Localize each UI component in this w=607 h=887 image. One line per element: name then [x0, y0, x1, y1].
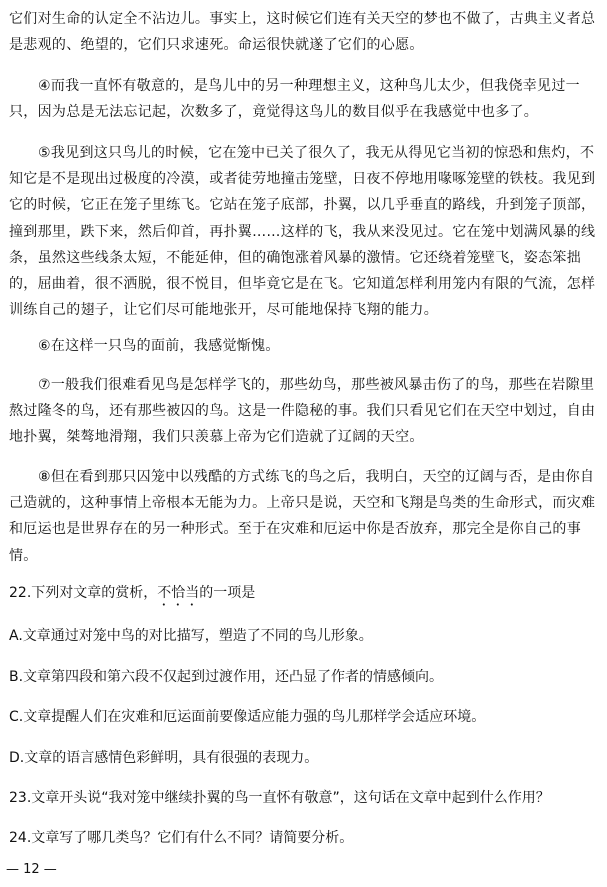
- paragraph-6: ⑥在这样一只鸟的面前，我感觉惭愧。: [38, 338, 280, 354]
- paragraph-3-tail: 它们对生命的认定全不沾边儿。事实上，这时候它们连有关天空的梦也不做了，古典主义者总是悲观的、绝望的，它们只求速死。命运很快就遂了它们的心愿。: [9, 11, 596, 54]
- paragraph-5: ⑤我见到这只鸟儿的时候，它在笼中已关了很久了，我无从得见它当初的惊恐和焦灼，不知它是不是现出过极度的冷漠，或者徒劳地撞击笼壁，日夜不停地用喙啄笼壁的铁枝。我见到它的时候，它正在笼子里练飞。它站在笼子底部，扑翼，以几乎垂直的路线，升到笼子顶部，撞到那里，跌下来，然后仰首，再扑翼……这样的飞，我从来没见过。它在笼中划满风暴的线条，虽然这些线条太短，不能延伸，但的确饱涨着风暴的激情。它还绕着笼壁飞，姿态笨拙的，屈曲着，很不洒脱，很不悦目，但毕竟它是在飞。它知道怎样利用笼内有限的气流，怎样训练自己的翅子，让它们尽可能地张开，尽可能地保持飞翔的能力。: [9, 145, 596, 319]
- question-22-emphasis: 不恰当: [157, 585, 200, 601]
- page-number: — 12 —: [6, 862, 57, 877]
- question-22-stem-post: 的一项是: [199, 585, 256, 601]
- option-a: A.文章通过对笼中鸟的对比描写，塑造了不同的鸟儿形象。: [9, 628, 373, 644]
- question-23: 23.文章开头说“我对笼中继续扑翼的鸟一直怀有敬意”，这句话在文章中起到什么作用？: [9, 790, 550, 806]
- question-24: 24.文章写了哪几类鸟？它们有什么不同？请简要分析。: [9, 830, 354, 846]
- option-d: D.文章的语言感情色彩鲜明，具有很强的表现力。: [9, 750, 319, 766]
- paragraph-4: ④而我一直怀有敬意的，是鸟儿中的另一种理想主义，这种鸟儿太少，但我侥幸见过一只，因为总是无法忘记起，次数多了，竟觉得这鸟儿的数目似乎在我感觉中也多了。: [9, 78, 580, 121]
- option-c: C.文章提醒人们在灾难和厄运面前要像适应能力强的鸟儿那样学会适应环境。: [9, 709, 486, 725]
- paragraph-8: ⑧但在看到那只囚笼中以残酷的方式练飞的鸟之后，我明白，天空的辽阔与否，是由你自己造就的，这种事情上帝根本无能为力。上帝只是说，天空和飞翔是鸟类的生命形式，而灾难和厄运也是世界存在的另一种形式。至于在灾难和厄运中你是否放弃，那完全是你自己的事情。: [9, 469, 596, 564]
- question-22-stem: [9, 583, 599, 609]
- option-b: B.文章第四段和第六段不仅起到过渡作用，还凸显了作者的情感倾向。: [9, 669, 444, 685]
- paragraph-7: ⑦一般我们很难看见鸟是怎样学飞的，那些幼鸟，那些被风暴击伤了的鸟，那些在岩隙里熬过隆冬的鸟，还有那些被囚的鸟。这是一件隐秘的事。我们只看见它们在天空中划过，自由地扑翼，桀骜地滑翔，我们只羡慕上帝为它们造就了辽阔的天空。: [9, 377, 596, 446]
- question-22-stem-pre: 22.下列对文章的赏析，: [9, 585, 158, 601]
